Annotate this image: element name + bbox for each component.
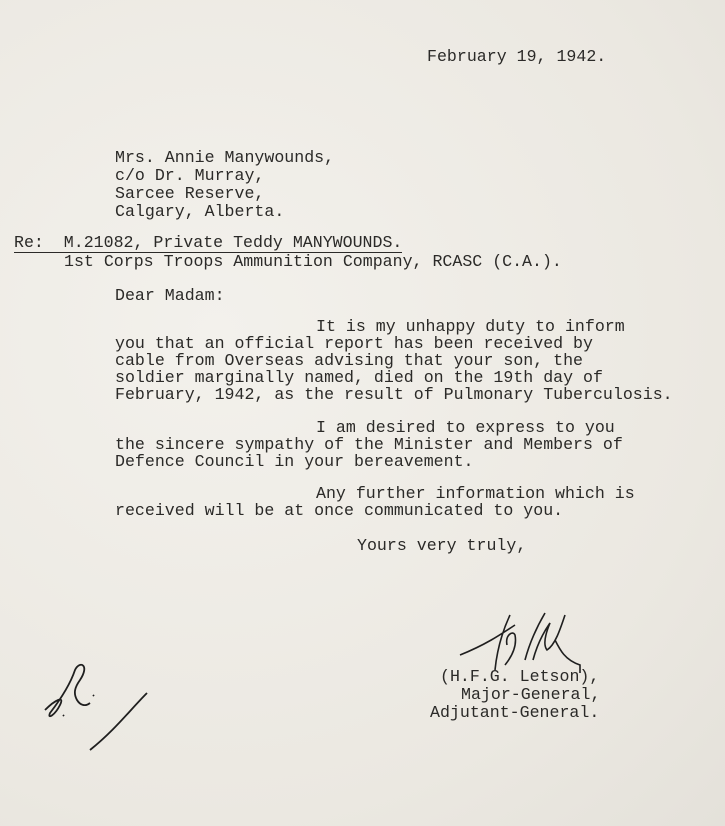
address-line: Calgary, Alberta.: [115, 202, 285, 221]
body-line: soldier marginally named, died on the 19th day of: [115, 368, 603, 387]
signatory-name: (H.F.G. Letson),: [440, 667, 600, 686]
address-line: c/o Dr. Murray,: [115, 166, 265, 185]
body-line: the sincere sympathy of the Minister and Members of: [115, 435, 623, 454]
address-line: Sarcee Reserve,: [115, 184, 265, 203]
body-line: cable from Overseas advising that your son, the: [115, 351, 584, 370]
body-line: received will be at once communicated to you.: [115, 501, 564, 520]
body-line: February, 1942, as the result of Pulmonary Tuberculosis.: [115, 385, 673, 404]
subject-unit-line: 1st Corps Troops Ammunition Company, RCASC (C.A.).: [64, 252, 562, 271]
body-line: Defence Council in your bereavement.: [115, 452, 474, 471]
closing: Yours very truly,: [357, 536, 527, 555]
handwritten-initials: [35, 655, 155, 755]
body-line: It is my unhappy duty to inform: [316, 317, 625, 336]
letter-date: February 19, 1942.: [427, 47, 607, 66]
salutation: Dear Madam:: [115, 286, 225, 305]
body-line: I am desired to express to you: [316, 418, 615, 437]
signatory-rank: Major-General,: [461, 685, 601, 704]
address-line: Mrs. Annie Manywounds,: [115, 148, 335, 167]
subject-line: Re: M.21082, Private Teddy MANYWOUNDS.: [14, 233, 403, 252]
body-line: Any further information which is: [316, 484, 635, 503]
body-line: you that an official report has been received by: [115, 334, 593, 353]
signatory-title: Adjutant-General.: [430, 703, 600, 722]
